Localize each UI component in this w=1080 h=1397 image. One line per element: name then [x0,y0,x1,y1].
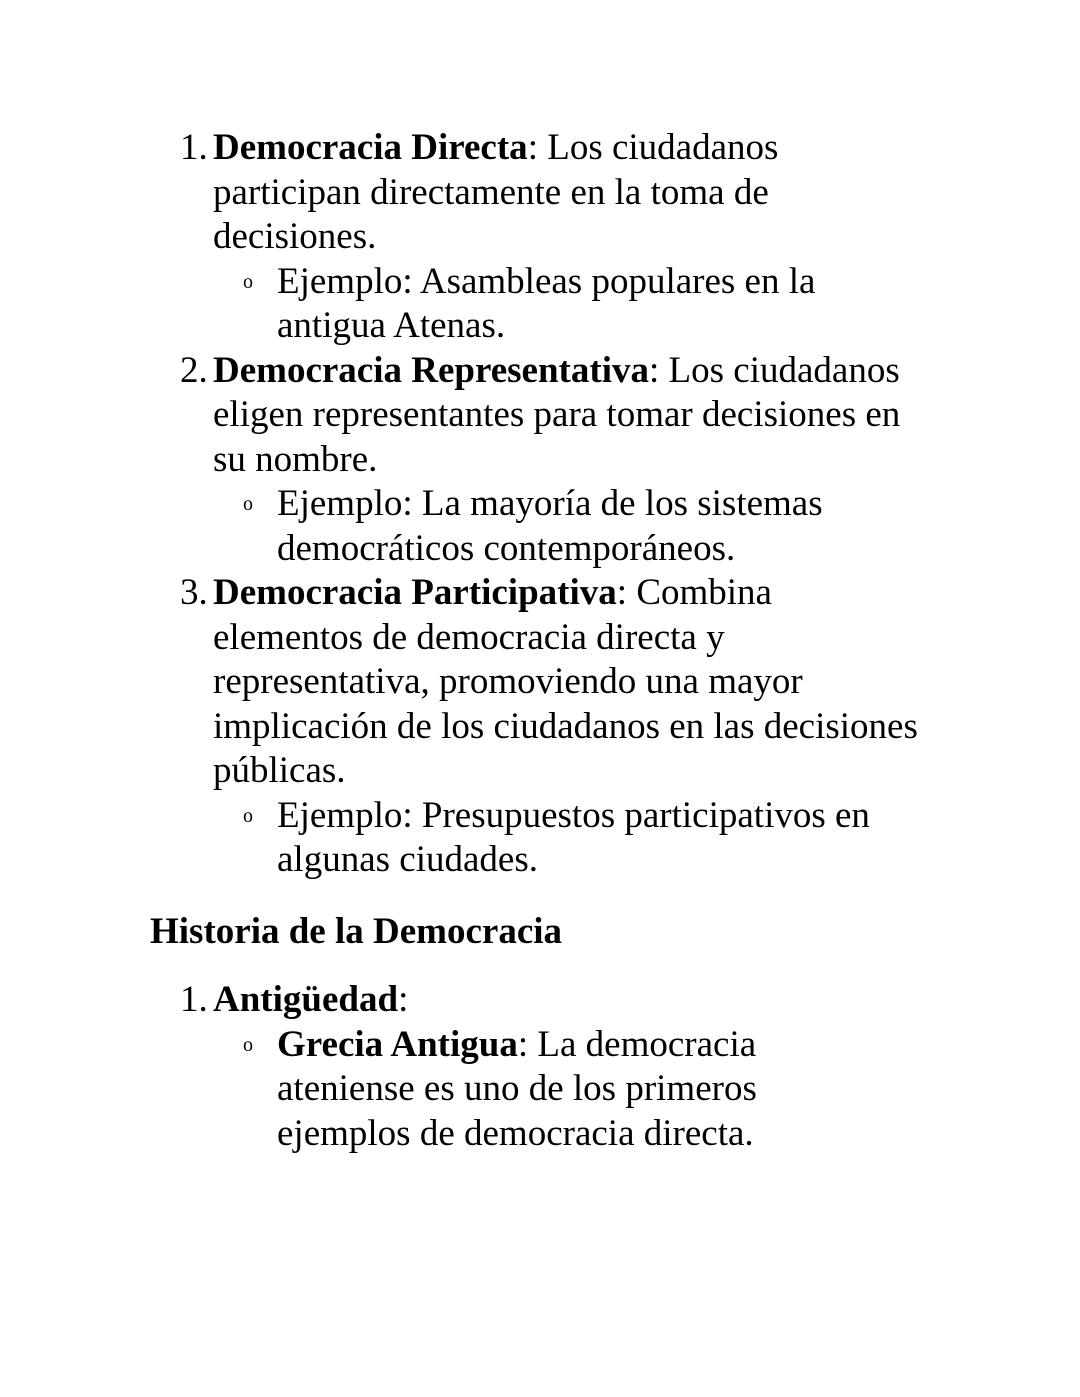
sub-item-colon: : [517,1023,529,1065]
example-item [243,260,920,349]
item-number: 3. [180,572,208,613]
history-list [180,978,820,1156]
list-item-antiguedad [180,978,820,1156]
item-term: Antigüedad [213,979,399,1020]
sub-item-text: La democracia ateniense es uno de los primeros ejemplos de democracia directa. [277,1023,757,1154]
bullet-marker: o [243,270,253,293]
example-text: Ejemplo: Asambleas populares en la antigua Atenas. [277,260,816,346]
bullet-marker: o [243,804,253,827]
sub-item [243,1023,820,1157]
list-item-representativa [180,349,920,572]
item-term: Democracia Directa [213,127,528,168]
item-number: 2. [180,349,208,391]
list-item-directa [180,126,920,349]
item-colon: : [398,979,409,1020]
item-number: 1. [180,127,208,168]
section-heading: Historia de la Democracia [150,911,563,952]
example-item [243,794,920,883]
item-colon: : [616,572,628,613]
item-description: Los ciudadanos eligen representantes para tomar decisiones en su nombre. [213,349,901,480]
item-term: Democracia Participativa [213,572,617,613]
bullet-marker: o [243,493,253,515]
item-term: Democracia Representativa [213,349,649,391]
item-colon: : [527,127,538,168]
item-colon: : [648,349,660,391]
list-item-participativa [180,571,920,883]
example-text: Ejemplo: La mayoría de los sistemas democráticos contemporáneos. [277,483,823,569]
item-description: Los ciudadanos participan directamente en la toma de decisiones. [213,127,779,257]
bullet-marker: o [243,1033,253,1056]
item-description: Combina elementos de democracia directa y representativa, promoviendo una mayor implicación de los ciudadanos en las decisiones públicas. [213,572,918,791]
democracy-types-list [180,126,920,883]
example-text: Ejemplo: Presupuestos participativos en algunas ciudades. [277,794,870,880]
example-item [243,482,920,571]
sub-item-term: Grecia Antigua [277,1023,518,1065]
item-number: 1. [180,979,208,1020]
